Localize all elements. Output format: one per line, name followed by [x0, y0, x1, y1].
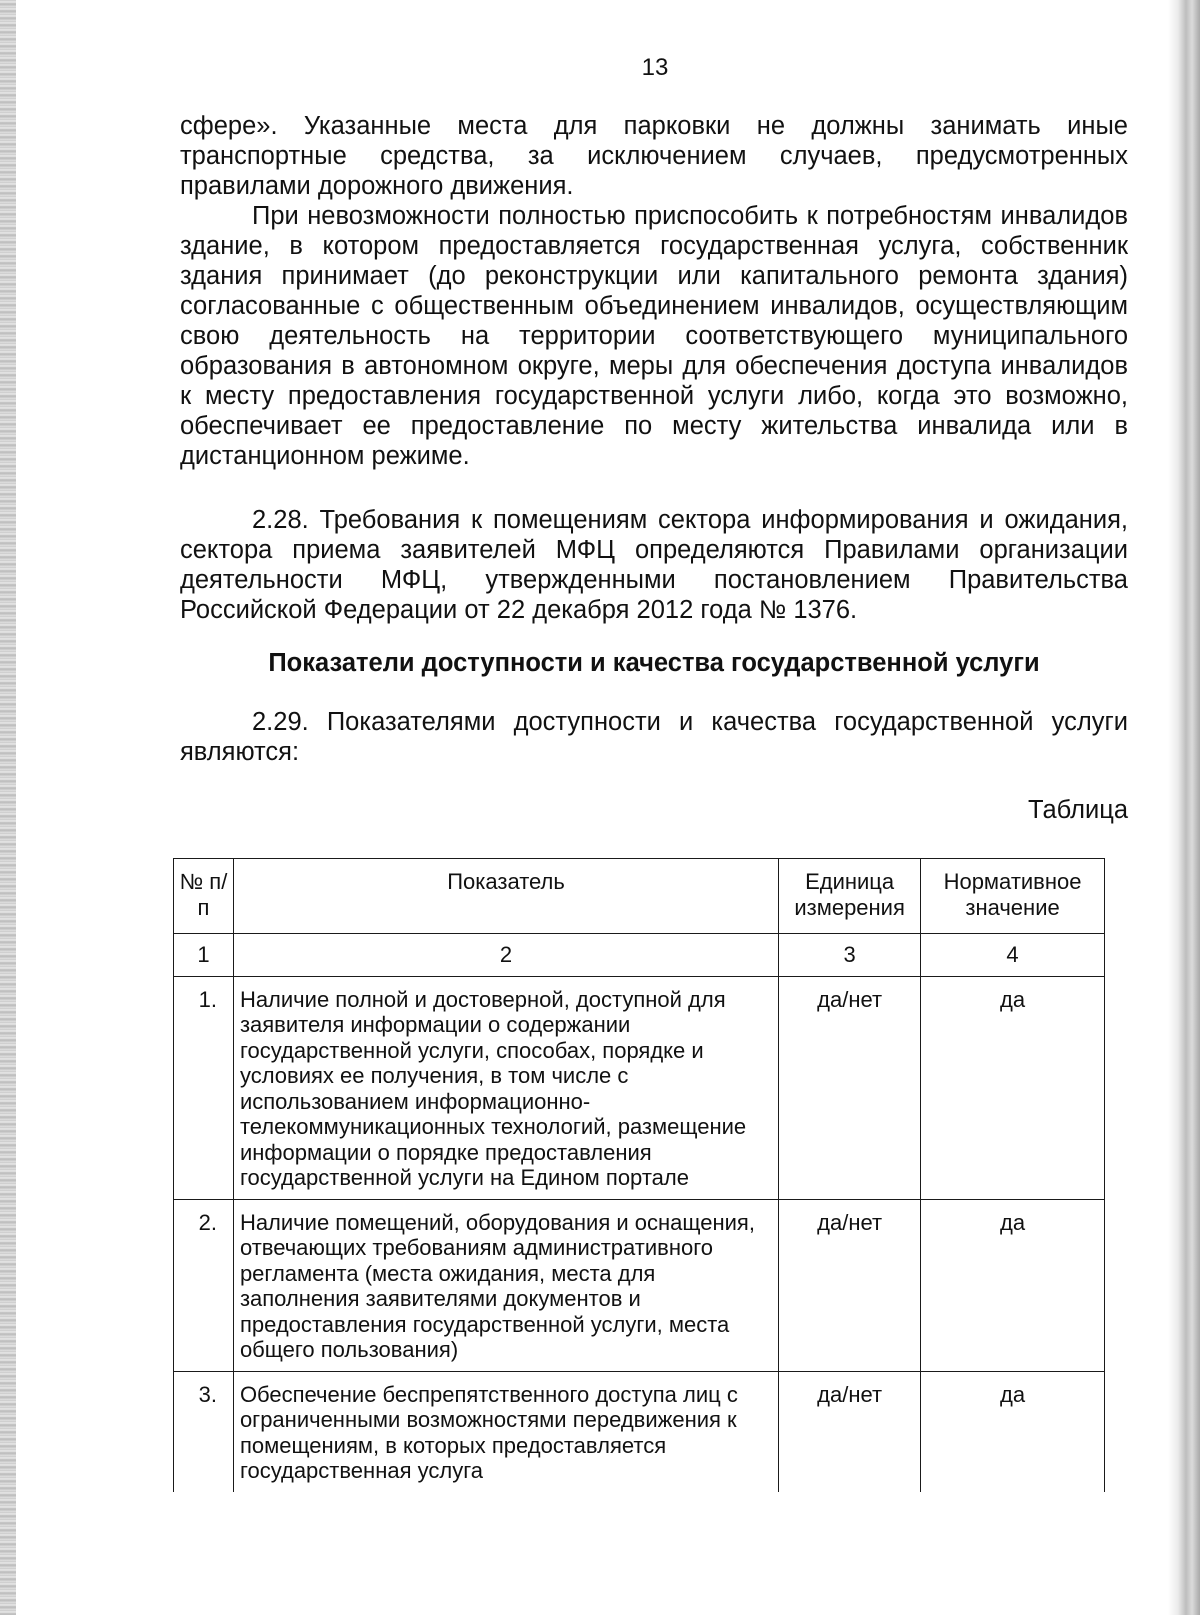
- column-number: 4: [921, 934, 1105, 977]
- row-number: 2.: [174, 1199, 234, 1371]
- table-column-numbers-row: [174, 934, 1105, 977]
- row-norm: да: [921, 1371, 1105, 1492]
- header-indicator: Показатель: [233, 859, 778, 934]
- paragraph-accessibility-measures: При невозможности полностью приспособить к потребностям инвалидов здание, в котором предоставляется государственная услуга, собственник здания принимает (до реконструкции или капитального ремонта здания) согласованные с общественным объединением инвалидов, осуществляющим свою деятельность на территории соответствующего муниципального образования в автономном округе, меры для обеспечения доступа инвалидов к месту предоставления государственной услуги либо, когда это возможно, обеспечивает ее предоставление по месту жительства инвалида или в дистанционном режиме.: [180, 202, 1128, 470]
- table-header-row: [174, 859, 1105, 934]
- header-number: № п/п: [174, 859, 234, 934]
- paragraph-2-29: 2.29. Показателями доступности и качества государственной услуги являются:: [180, 708, 1128, 766]
- table-caption: Таблица: [1028, 796, 1128, 824]
- scan-edge-right: [1168, 0, 1200, 1615]
- column-number: 2: [233, 934, 778, 977]
- row-indicator: Наличие полной и достоверной, доступной для заявителя информации о содержании государственной услуги, способах, порядке и условиях ее получения, в том числе с использованием информационно-телекоммуникационных технологий, размещение информации о порядке предоставления государственной услуги на Едином портале: [233, 976, 778, 1199]
- paragraph-continuation: сфере». Указанные места для парковки не должны занимать иные транспортные средства, за исключением случаев, предусмотренных правилами дорожного движения.: [180, 112, 1128, 200]
- row-norm: да: [921, 1199, 1105, 1371]
- table-row: [174, 976, 1105, 1199]
- table-row: [174, 1371, 1105, 1492]
- header-unit: Единица измерения: [779, 859, 921, 934]
- section-heading: Показатели доступности и качества государственной услуги: [268, 649, 1040, 677]
- column-number: 3: [779, 934, 921, 977]
- paragraph-2-28: 2.28. Требования к помещениям сектора информирования и ожидания, сектора приема заявителей МФЦ определяются Правилами организации деятельности МФЦ, утвержденными постановлением Правительства Российской Федерации от 22 декабря 2012 года № 1376.: [180, 506, 1128, 624]
- row-unit: да/нет: [779, 1199, 921, 1371]
- row-indicator: Наличие помещений, оборудования и оснащения, отвечающих требованиям административного регламента (места ожидания, места для заполнения заявителями документов и предоставления государственной услуги, места общего пользования): [233, 1199, 778, 1371]
- header-norm: Нормативное значение: [921, 859, 1105, 934]
- row-number: 3.: [174, 1371, 234, 1492]
- indicators-table: [173, 858, 1105, 1492]
- scan-edge-left: [0, 0, 16, 1615]
- page-number: 13: [641, 54, 669, 81]
- row-norm: да: [921, 976, 1105, 1199]
- row-unit: да/нет: [779, 1371, 921, 1492]
- row-number: 1.: [174, 976, 234, 1199]
- row-indicator: Обеспечение беспрепятственного доступа лиц с ограниченными возможностями передвижения к помещениям, в которых предоставляется государственная услуга: [233, 1371, 778, 1492]
- row-unit: да/нет: [779, 976, 921, 1199]
- table-row: [174, 1199, 1105, 1371]
- column-number: 1: [174, 934, 234, 977]
